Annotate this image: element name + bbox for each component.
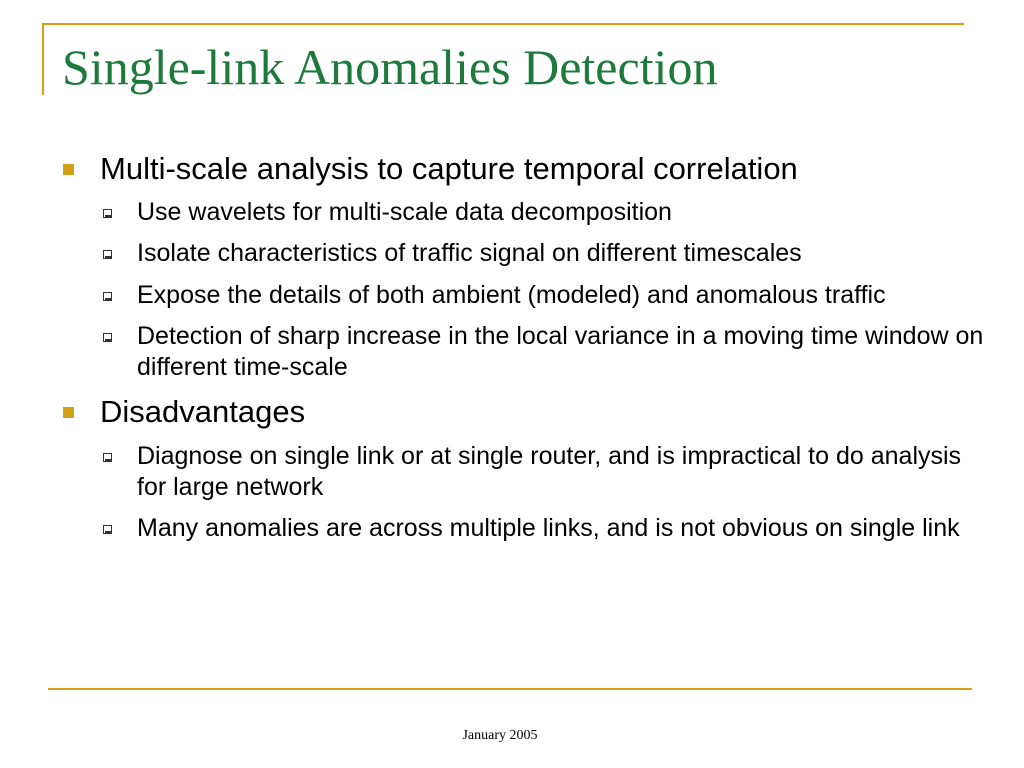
hollow-square-bullet-icon — [103, 292, 112, 301]
slide-title: Single-link Anomalies Detection — [62, 39, 718, 95]
bullet-level1 — [60, 393, 990, 430]
top-rule — [42, 23, 964, 25]
bullet-text: Isolate characteristics of traffic signal on different timescales — [137, 239, 802, 268]
bottom-rule — [48, 688, 972, 690]
bullet-text: Detection of sharp increase in the local variance in a moving time window on different time-scale — [137, 321, 984, 382]
square-bullet-icon — [63, 164, 74, 175]
bullet-text: Multi-scale analysis to capture temporal correlation — [100, 151, 798, 186]
bullet-list — [60, 150, 990, 554]
bullet-level2 — [60, 197, 990, 228]
bullet-text: Disadvantages — [100, 394, 306, 430]
hollow-square-bullet-icon — [103, 453, 112, 462]
hollow-square-bullet-icon — [103, 525, 112, 534]
square-bullet-icon — [63, 407, 74, 418]
bullet-level2 — [60, 238, 990, 269]
bullet-level1 — [60, 150, 990, 187]
bullet-text: Many anomalies are across multiple links, and is not obvious on single link — [137, 514, 960, 543]
hollow-square-bullet-icon — [103, 250, 112, 259]
bullet-text: Use wavelets for multi-scale data decomposition — [137, 198, 672, 227]
bullet-text: Diagnose on single link or at single router, and is impractical to do analysis for large network — [137, 441, 962, 501]
hollow-square-bullet-icon — [103, 333, 112, 342]
left-rule — [42, 23, 44, 95]
hollow-square-bullet-icon — [103, 209, 112, 218]
bullet-level2 — [60, 280, 990, 311]
bullet-text: Expose the details of both ambient (modeled) and anomalous traffic — [137, 280, 886, 309]
bullet-level2 — [60, 321, 990, 384]
bullet-level2 — [60, 441, 990, 504]
footer-date: January 2005 — [462, 728, 538, 743]
bullet-level2 — [60, 513, 990, 544]
